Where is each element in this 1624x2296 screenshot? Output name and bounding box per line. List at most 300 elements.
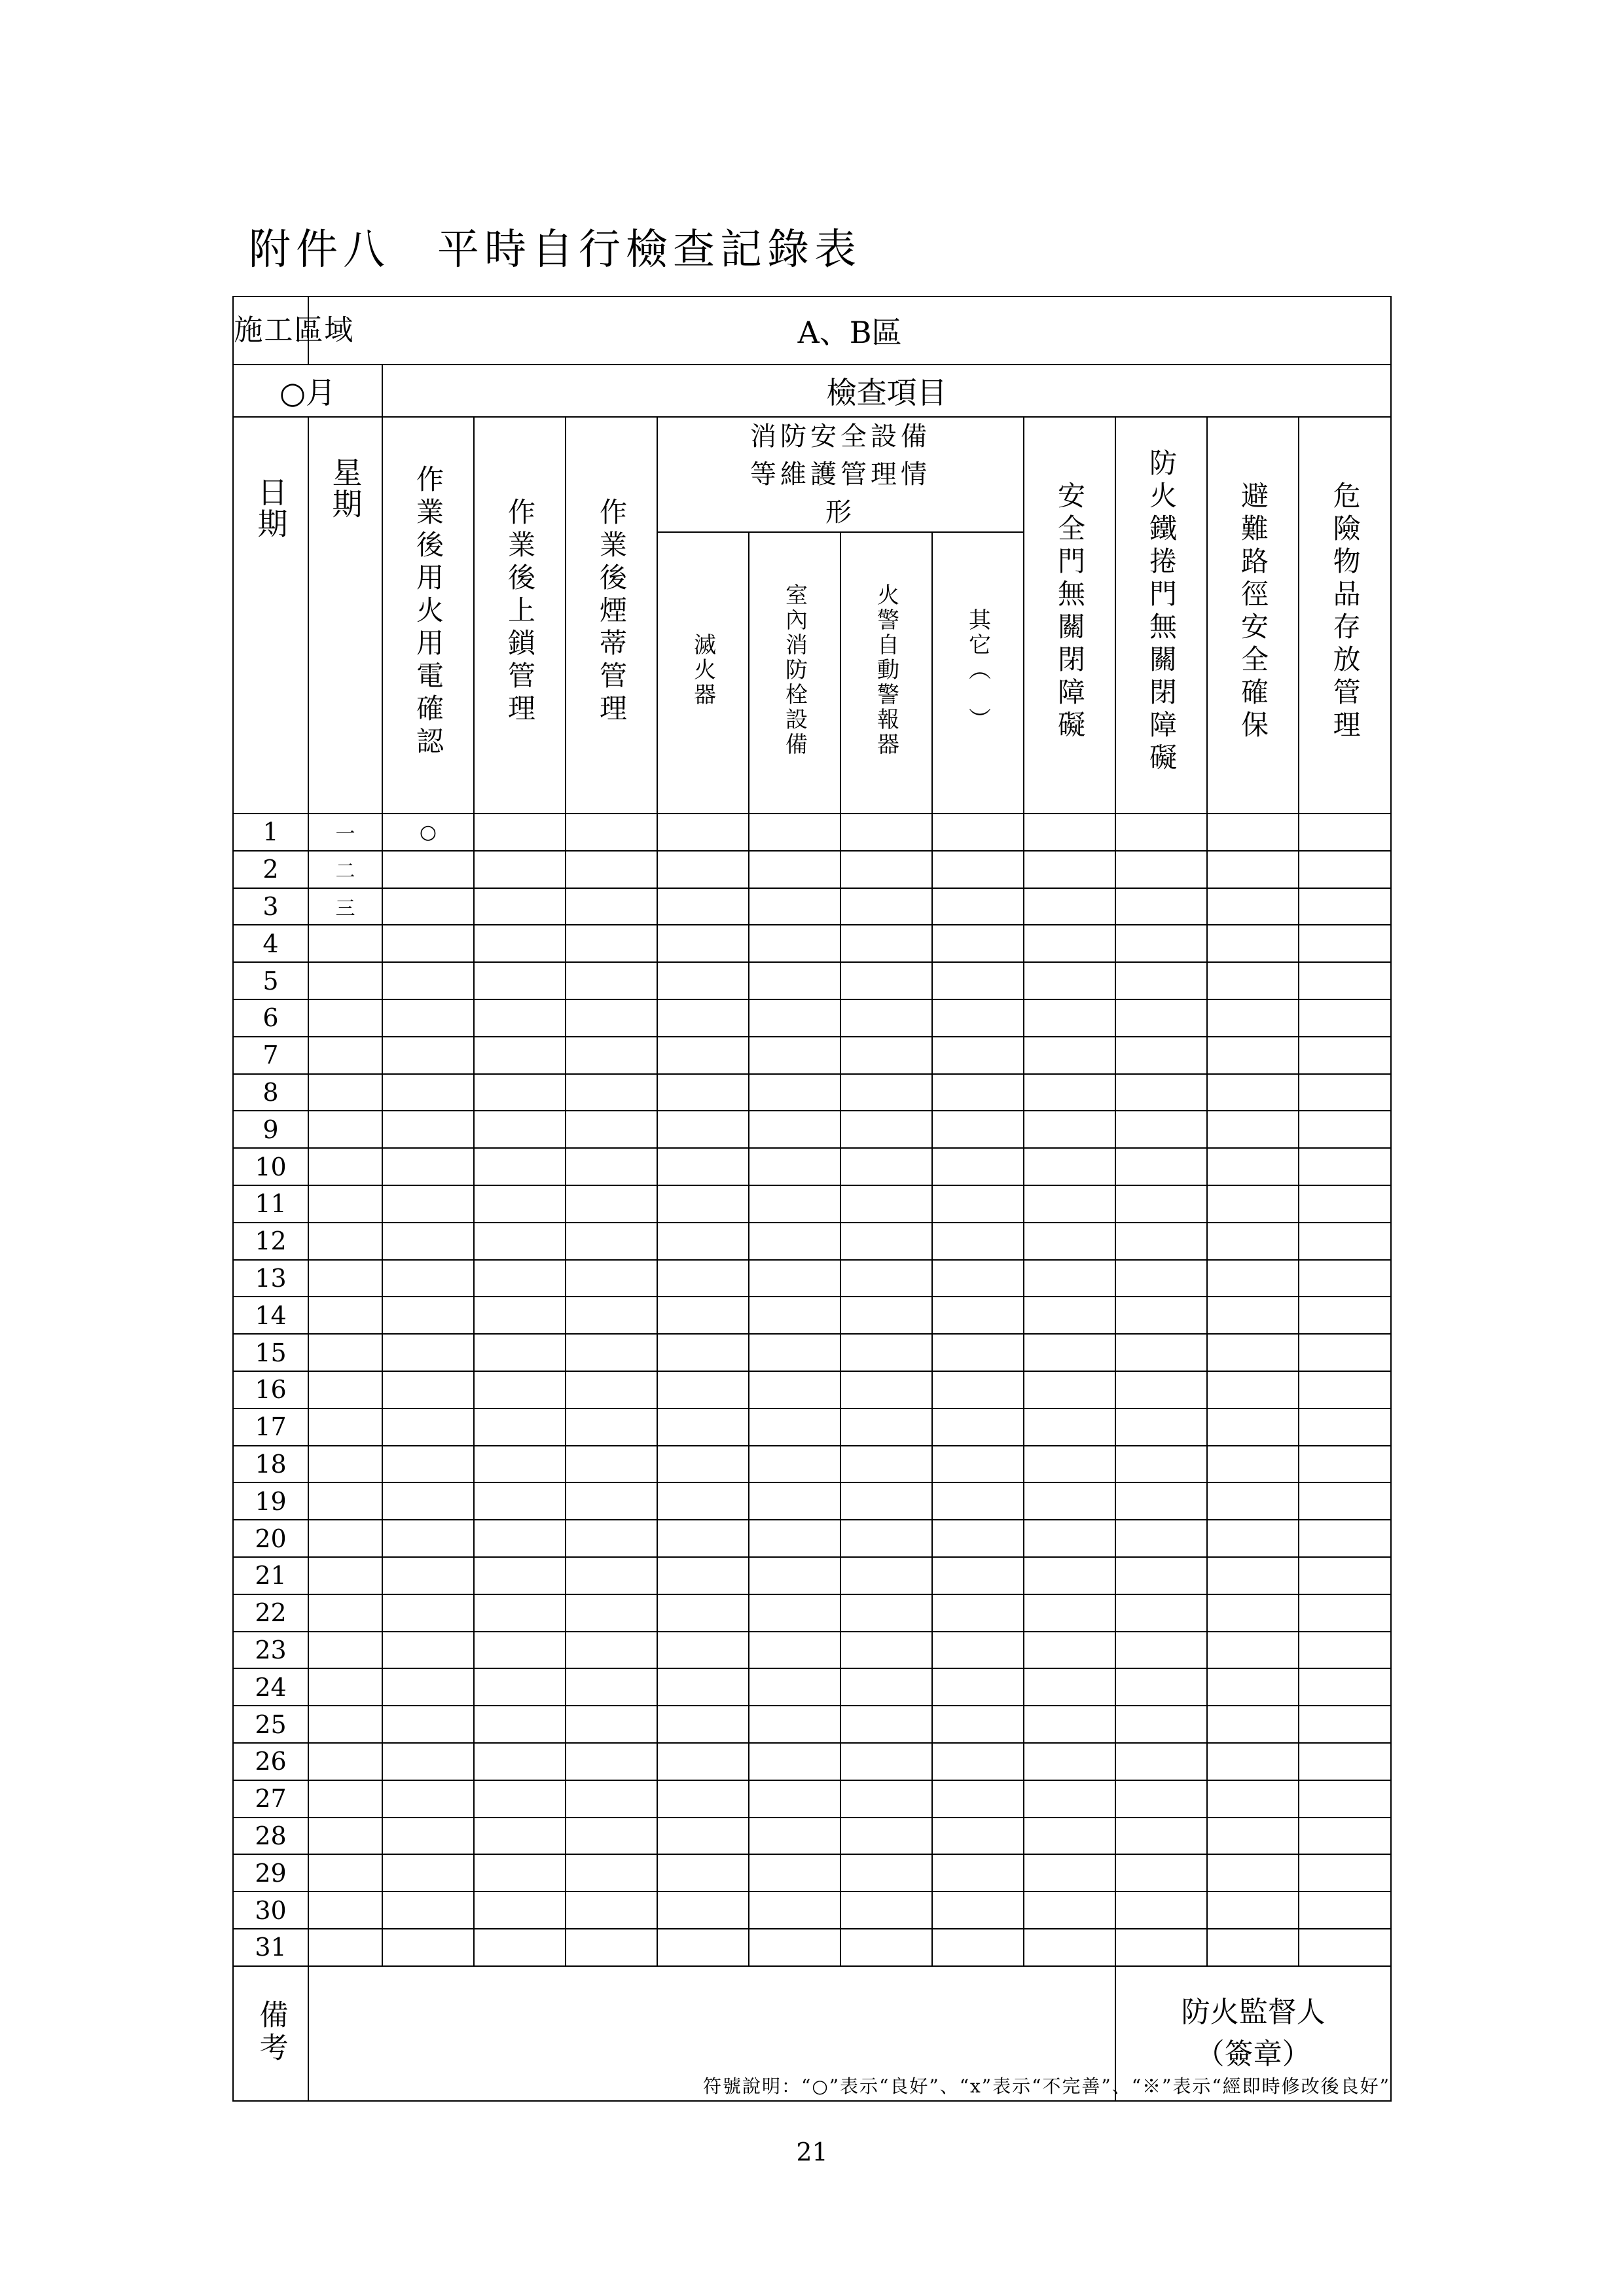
check-cell[interactable]	[474, 1334, 566, 1371]
check-cell[interactable]	[749, 1892, 840, 1929]
check-cell[interactable]	[382, 1929, 474, 1966]
weekday-cell[interactable]	[308, 1297, 382, 1334]
weekday-cell[interactable]	[308, 1074, 382, 1111]
check-cell[interactable]	[474, 1260, 566, 1297]
check-cell[interactable]	[1024, 1706, 1115, 1743]
check-cell[interactable]	[474, 1074, 566, 1111]
check-cell[interactable]	[474, 1223, 566, 1260]
check-cell[interactable]	[474, 1668, 566, 1706]
check-cell[interactable]	[1024, 1668, 1115, 1706]
check-cell[interactable]	[1115, 1557, 1207, 1594]
check-cell[interactable]	[474, 1854, 566, 1892]
check-cell[interactable]	[840, 1037, 932, 1074]
check-cell[interactable]	[382, 1557, 474, 1594]
weekday-cell[interactable]	[308, 999, 382, 1037]
check-cell[interactable]	[1299, 888, 1391, 925]
weekday-cell[interactable]	[308, 1260, 382, 1297]
check-cell[interactable]	[932, 1743, 1024, 1780]
check-cell[interactable]	[1115, 1446, 1207, 1483]
check-cell[interactable]	[840, 1929, 932, 1966]
check-cell[interactable]	[382, 1743, 474, 1780]
check-cell[interactable]	[840, 851, 932, 888]
check-cell[interactable]	[566, 814, 657, 851]
check-cell[interactable]	[749, 1929, 840, 1966]
check-cell[interactable]	[1299, 1668, 1391, 1706]
check-cell[interactable]	[657, 1668, 749, 1706]
check-cell[interactable]	[566, 1854, 657, 1892]
check-cell[interactable]	[932, 925, 1024, 962]
check-cell[interactable]	[1299, 1260, 1391, 1297]
check-cell[interactable]	[566, 1185, 657, 1223]
check-cell[interactable]	[840, 1334, 932, 1371]
weekday-cell[interactable]	[308, 1668, 382, 1706]
check-cell[interactable]	[1024, 1371, 1115, 1408]
check-cell[interactable]	[1115, 1482, 1207, 1520]
check-cell[interactable]	[749, 1706, 840, 1743]
check-cell[interactable]	[932, 1074, 1024, 1111]
check-cell[interactable]	[932, 1520, 1024, 1557]
check-cell[interactable]	[1207, 1371, 1299, 1408]
check-cell[interactable]	[749, 1446, 840, 1483]
check-cell[interactable]	[657, 1223, 749, 1260]
check-cell[interactable]	[474, 1408, 566, 1446]
check-cell[interactable]	[474, 962, 566, 999]
check-cell[interactable]	[474, 999, 566, 1037]
check-cell[interactable]	[474, 1148, 566, 1185]
check-cell[interactable]	[1024, 962, 1115, 999]
weekday-cell[interactable]	[308, 1929, 382, 1966]
check-cell[interactable]	[474, 851, 566, 888]
check-cell[interactable]	[932, 1297, 1024, 1334]
check-cell[interactable]	[840, 814, 932, 851]
check-cell[interactable]	[382, 1185, 474, 1223]
check-cell[interactable]	[657, 1706, 749, 1743]
check-cell[interactable]	[474, 1632, 566, 1669]
check-cell[interactable]	[749, 1818, 840, 1855]
check-cell[interactable]	[1024, 1892, 1115, 1929]
check-cell[interactable]	[474, 1818, 566, 1855]
check-cell[interactable]	[932, 1037, 1024, 1074]
weekday-cell[interactable]	[308, 1594, 382, 1632]
weekday-cell[interactable]	[308, 1892, 382, 1929]
check-cell[interactable]	[1024, 1111, 1115, 1148]
check-cell[interactable]	[932, 1148, 1024, 1185]
check-cell[interactable]	[1115, 1334, 1207, 1371]
check-cell[interactable]	[1024, 1037, 1115, 1074]
weekday-cell[interactable]: 二	[308, 851, 382, 888]
check-cell[interactable]	[657, 1520, 749, 1557]
weekday-cell[interactable]	[308, 1818, 382, 1855]
check-cell[interactable]	[657, 999, 749, 1037]
check-cell[interactable]	[932, 1185, 1024, 1223]
check-cell[interactable]	[1207, 814, 1299, 851]
check-cell[interactable]	[382, 1260, 474, 1297]
check-cell[interactable]	[474, 1297, 566, 1334]
weekday-cell[interactable]	[308, 1408, 382, 1446]
check-cell[interactable]	[382, 1408, 474, 1446]
check-cell[interactable]	[566, 1408, 657, 1446]
check-cell[interactable]	[1299, 925, 1391, 962]
check-cell[interactable]	[657, 1594, 749, 1632]
check-cell[interactable]	[1207, 1818, 1299, 1855]
check-cell[interactable]	[382, 1818, 474, 1855]
check-cell[interactable]	[749, 1668, 840, 1706]
check-cell[interactable]	[1024, 1297, 1115, 1334]
check-cell[interactable]	[657, 1892, 749, 1929]
check-cell[interactable]	[1207, 1408, 1299, 1446]
check-cell[interactable]	[1115, 1371, 1207, 1408]
check-cell[interactable]	[474, 1594, 566, 1632]
check-cell[interactable]	[382, 1892, 474, 1929]
check-cell[interactable]	[382, 851, 474, 888]
check-cell[interactable]	[840, 1223, 932, 1260]
weekday-cell[interactable]	[308, 925, 382, 962]
check-cell[interactable]	[474, 1482, 566, 1520]
check-cell[interactable]	[1024, 1482, 1115, 1520]
check-cell[interactable]	[657, 1260, 749, 1297]
check-cell[interactable]	[840, 888, 932, 925]
check-cell[interactable]	[1207, 962, 1299, 999]
check-cell[interactable]	[1299, 1706, 1391, 1743]
check-cell[interactable]	[749, 1743, 840, 1780]
weekday-cell[interactable]: 三	[308, 888, 382, 925]
check-cell[interactable]	[1207, 1743, 1299, 1780]
check-cell[interactable]	[657, 1854, 749, 1892]
check-cell[interactable]	[474, 1520, 566, 1557]
check-cell[interactable]	[1024, 1408, 1115, 1446]
check-cell[interactable]	[749, 1260, 840, 1297]
check-cell[interactable]	[1115, 1632, 1207, 1669]
check-cell[interactable]	[474, 1892, 566, 1929]
check-cell[interactable]	[749, 1482, 840, 1520]
check-cell[interactable]	[1299, 1929, 1391, 1966]
weekday-cell[interactable]	[308, 1557, 382, 1594]
check-cell[interactable]	[932, 1780, 1024, 1818]
check-cell[interactable]	[474, 1929, 566, 1966]
check-cell[interactable]	[382, 1074, 474, 1111]
check-cell[interactable]	[1115, 814, 1207, 851]
check-cell[interactable]	[657, 1037, 749, 1074]
check-cell[interactable]: ○	[382, 814, 474, 851]
check-cell[interactable]	[932, 999, 1024, 1037]
check-cell[interactable]	[382, 1668, 474, 1706]
check-cell[interactable]	[840, 999, 932, 1037]
check-cell[interactable]	[474, 1037, 566, 1074]
check-cell[interactable]	[932, 1668, 1024, 1706]
check-cell[interactable]	[1024, 925, 1115, 962]
check-cell[interactable]	[1299, 1520, 1391, 1557]
check-cell[interactable]	[749, 1074, 840, 1111]
check-cell[interactable]	[749, 851, 840, 888]
check-cell[interactable]	[1207, 1111, 1299, 1148]
check-cell[interactable]	[932, 1111, 1024, 1148]
weekday-cell[interactable]	[308, 1482, 382, 1520]
check-cell[interactable]	[1024, 1557, 1115, 1594]
check-cell[interactable]	[657, 1780, 749, 1818]
check-cell[interactable]	[566, 1334, 657, 1371]
check-cell[interactable]	[840, 1818, 932, 1855]
check-cell[interactable]	[657, 1334, 749, 1371]
check-cell[interactable]	[1299, 1185, 1391, 1223]
check-cell[interactable]	[1299, 1892, 1391, 1929]
check-cell[interactable]	[382, 1148, 474, 1185]
check-cell[interactable]	[382, 1854, 474, 1892]
weekday-cell[interactable]	[308, 1148, 382, 1185]
check-cell[interactable]	[1207, 1223, 1299, 1260]
check-cell[interactable]	[1207, 851, 1299, 888]
check-cell[interactable]	[474, 888, 566, 925]
check-cell[interactable]	[657, 888, 749, 925]
check-cell[interactable]	[1024, 1818, 1115, 1855]
check-cell[interactable]	[566, 1223, 657, 1260]
check-cell[interactable]	[474, 1185, 566, 1223]
check-cell[interactable]	[1024, 999, 1115, 1037]
check-cell[interactable]	[382, 1780, 474, 1818]
check-cell[interactable]	[1207, 1557, 1299, 1594]
check-cell[interactable]	[474, 925, 566, 962]
check-cell[interactable]	[382, 1111, 474, 1148]
check-cell[interactable]	[657, 1074, 749, 1111]
check-cell[interactable]	[1024, 1632, 1115, 1669]
check-cell[interactable]	[657, 1482, 749, 1520]
check-cell[interactable]	[1299, 1074, 1391, 1111]
check-cell[interactable]	[1299, 1148, 1391, 1185]
check-cell[interactable]	[1299, 1111, 1391, 1148]
check-cell[interactable]	[382, 1706, 474, 1743]
check-cell[interactable]	[1115, 1929, 1207, 1966]
check-cell[interactable]	[474, 1111, 566, 1148]
check-cell[interactable]	[1207, 1594, 1299, 1632]
check-cell[interactable]	[932, 1557, 1024, 1594]
check-cell[interactable]	[382, 1632, 474, 1669]
check-cell[interactable]	[840, 962, 932, 999]
check-cell[interactable]	[840, 1668, 932, 1706]
check-cell[interactable]	[1207, 888, 1299, 925]
check-cell[interactable]	[749, 1408, 840, 1446]
check-cell[interactable]	[566, 1260, 657, 1297]
check-cell[interactable]	[657, 851, 749, 888]
check-cell[interactable]	[840, 1780, 932, 1818]
check-cell[interactable]	[657, 814, 749, 851]
check-cell[interactable]	[657, 1371, 749, 1408]
check-cell[interactable]	[840, 1594, 932, 1632]
check-cell[interactable]	[840, 1446, 932, 1483]
check-cell[interactable]	[1115, 925, 1207, 962]
check-cell[interactable]	[932, 888, 1024, 925]
check-cell[interactable]	[1207, 1037, 1299, 1074]
check-cell[interactable]	[1207, 1520, 1299, 1557]
check-cell[interactable]	[1207, 1892, 1299, 1929]
check-cell[interactable]	[382, 1371, 474, 1408]
check-cell[interactable]	[1024, 1780, 1115, 1818]
check-cell[interactable]	[382, 1446, 474, 1483]
check-cell[interactable]	[749, 1780, 840, 1818]
check-cell[interactable]	[1024, 1854, 1115, 1892]
check-cell[interactable]	[566, 925, 657, 962]
check-cell[interactable]	[1299, 814, 1391, 851]
check-cell[interactable]	[840, 1706, 932, 1743]
check-cell[interactable]	[566, 888, 657, 925]
check-cell[interactable]	[1207, 1668, 1299, 1706]
check-cell[interactable]	[932, 814, 1024, 851]
check-cell[interactable]	[1207, 1334, 1299, 1371]
check-cell[interactable]	[932, 1892, 1024, 1929]
check-cell[interactable]	[1207, 1297, 1299, 1334]
check-cell[interactable]	[932, 1482, 1024, 1520]
check-cell[interactable]	[840, 1520, 932, 1557]
check-cell[interactable]	[1299, 1446, 1391, 1483]
check-cell[interactable]	[657, 962, 749, 999]
check-cell[interactable]	[657, 1408, 749, 1446]
check-cell[interactable]	[1207, 1260, 1299, 1297]
check-cell[interactable]	[840, 1892, 932, 1929]
check-cell[interactable]	[749, 1632, 840, 1669]
check-cell[interactable]	[1207, 999, 1299, 1037]
check-cell[interactable]	[1299, 1594, 1391, 1632]
weekday-cell[interactable]	[308, 1037, 382, 1074]
check-cell[interactable]	[1115, 1668, 1207, 1706]
check-cell[interactable]	[566, 1929, 657, 1966]
check-cell[interactable]	[840, 1557, 932, 1594]
check-cell[interactable]	[657, 1818, 749, 1855]
check-cell[interactable]	[566, 851, 657, 888]
check-cell[interactable]	[1115, 888, 1207, 925]
check-cell[interactable]	[1024, 1223, 1115, 1260]
check-cell[interactable]	[566, 999, 657, 1037]
check-cell[interactable]	[840, 1743, 932, 1780]
check-cell[interactable]	[1024, 1260, 1115, 1297]
check-cell[interactable]	[932, 1223, 1024, 1260]
check-cell[interactable]	[1115, 1074, 1207, 1111]
check-cell[interactable]	[840, 1482, 932, 1520]
weekday-cell[interactable]	[308, 962, 382, 999]
check-cell[interactable]	[382, 962, 474, 999]
check-cell[interactable]	[1024, 1929, 1115, 1966]
check-cell[interactable]	[566, 1074, 657, 1111]
check-cell[interactable]	[749, 1594, 840, 1632]
weekday-cell[interactable]	[308, 1520, 382, 1557]
check-cell[interactable]	[840, 1074, 932, 1111]
check-cell[interactable]	[1115, 1185, 1207, 1223]
check-cell[interactable]	[932, 1446, 1024, 1483]
check-cell[interactable]	[657, 1743, 749, 1780]
check-cell[interactable]	[932, 1929, 1024, 1966]
check-cell[interactable]	[1299, 1854, 1391, 1892]
check-cell[interactable]	[657, 1557, 749, 1594]
check-cell[interactable]	[1299, 1780, 1391, 1818]
check-cell[interactable]	[1024, 1594, 1115, 1632]
check-cell[interactable]	[1115, 1780, 1207, 1818]
check-cell[interactable]	[1024, 1074, 1115, 1111]
check-cell[interactable]	[1115, 1223, 1207, 1260]
check-cell[interactable]	[840, 1408, 932, 1446]
check-cell[interactable]	[1024, 851, 1115, 888]
check-cell[interactable]	[1115, 1111, 1207, 1148]
check-cell[interactable]	[1207, 1482, 1299, 1520]
check-cell[interactable]	[932, 1408, 1024, 1446]
check-cell[interactable]	[657, 925, 749, 962]
check-cell[interactable]	[474, 1780, 566, 1818]
weekday-cell[interactable]	[308, 1334, 382, 1371]
check-cell[interactable]	[566, 1446, 657, 1483]
check-cell[interactable]	[382, 1223, 474, 1260]
weekday-cell[interactable]: 一	[308, 814, 382, 851]
check-cell[interactable]	[1299, 1371, 1391, 1408]
check-cell[interactable]	[657, 1297, 749, 1334]
check-cell[interactable]	[1299, 1743, 1391, 1780]
check-cell[interactable]	[474, 1706, 566, 1743]
check-cell[interactable]	[1115, 1520, 1207, 1557]
check-cell[interactable]	[1299, 1223, 1391, 1260]
check-cell[interactable]	[1115, 1148, 1207, 1185]
weekday-cell[interactable]	[308, 1185, 382, 1223]
check-cell[interactable]	[749, 1520, 840, 1557]
check-cell[interactable]	[1207, 1632, 1299, 1669]
check-cell[interactable]	[1115, 1818, 1207, 1855]
check-cell[interactable]	[566, 962, 657, 999]
check-cell[interactable]	[382, 1297, 474, 1334]
check-cell[interactable]	[1207, 1148, 1299, 1185]
check-cell[interactable]	[657, 1148, 749, 1185]
check-cell[interactable]	[749, 1371, 840, 1408]
check-cell[interactable]	[382, 888, 474, 925]
check-cell[interactable]	[840, 1260, 932, 1297]
check-cell[interactable]	[382, 1594, 474, 1632]
check-cell[interactable]	[1115, 1854, 1207, 1892]
check-cell[interactable]	[749, 1297, 840, 1334]
check-cell[interactable]	[566, 1892, 657, 1929]
check-cell[interactable]	[1299, 1037, 1391, 1074]
check-cell[interactable]	[1024, 1520, 1115, 1557]
check-cell[interactable]	[749, 962, 840, 999]
check-cell[interactable]	[932, 962, 1024, 999]
check-cell[interactable]	[474, 814, 566, 851]
check-cell[interactable]	[840, 1632, 932, 1669]
check-cell[interactable]	[749, 1148, 840, 1185]
check-cell[interactable]	[1299, 1818, 1391, 1855]
check-cell[interactable]	[1024, 814, 1115, 851]
weekday-cell[interactable]	[308, 1632, 382, 1669]
check-cell[interactable]	[1299, 1632, 1391, 1669]
check-cell[interactable]	[1207, 1706, 1299, 1743]
check-cell[interactable]	[566, 1297, 657, 1334]
check-cell[interactable]	[932, 851, 1024, 888]
check-cell[interactable]	[566, 1706, 657, 1743]
check-cell[interactable]	[932, 1334, 1024, 1371]
check-cell[interactable]	[932, 1706, 1024, 1743]
check-cell[interactable]	[749, 999, 840, 1037]
check-cell[interactable]	[1115, 1037, 1207, 1074]
check-cell[interactable]	[566, 1818, 657, 1855]
check-cell[interactable]	[382, 1334, 474, 1371]
check-cell[interactable]	[657, 1929, 749, 1966]
check-cell[interactable]	[566, 1482, 657, 1520]
check-cell[interactable]	[566, 1148, 657, 1185]
check-cell[interactable]	[1115, 1594, 1207, 1632]
check-cell[interactable]	[840, 1111, 932, 1148]
check-cell[interactable]	[1115, 999, 1207, 1037]
check-cell[interactable]	[932, 1632, 1024, 1669]
check-cell[interactable]	[749, 925, 840, 962]
check-cell[interactable]	[749, 1185, 840, 1223]
check-cell[interactable]	[932, 1371, 1024, 1408]
check-cell[interactable]	[657, 1185, 749, 1223]
check-cell[interactable]	[474, 1743, 566, 1780]
check-cell[interactable]	[566, 1632, 657, 1669]
check-cell[interactable]	[932, 1260, 1024, 1297]
check-cell[interactable]	[1024, 1743, 1115, 1780]
weekday-cell[interactable]	[308, 1706, 382, 1743]
